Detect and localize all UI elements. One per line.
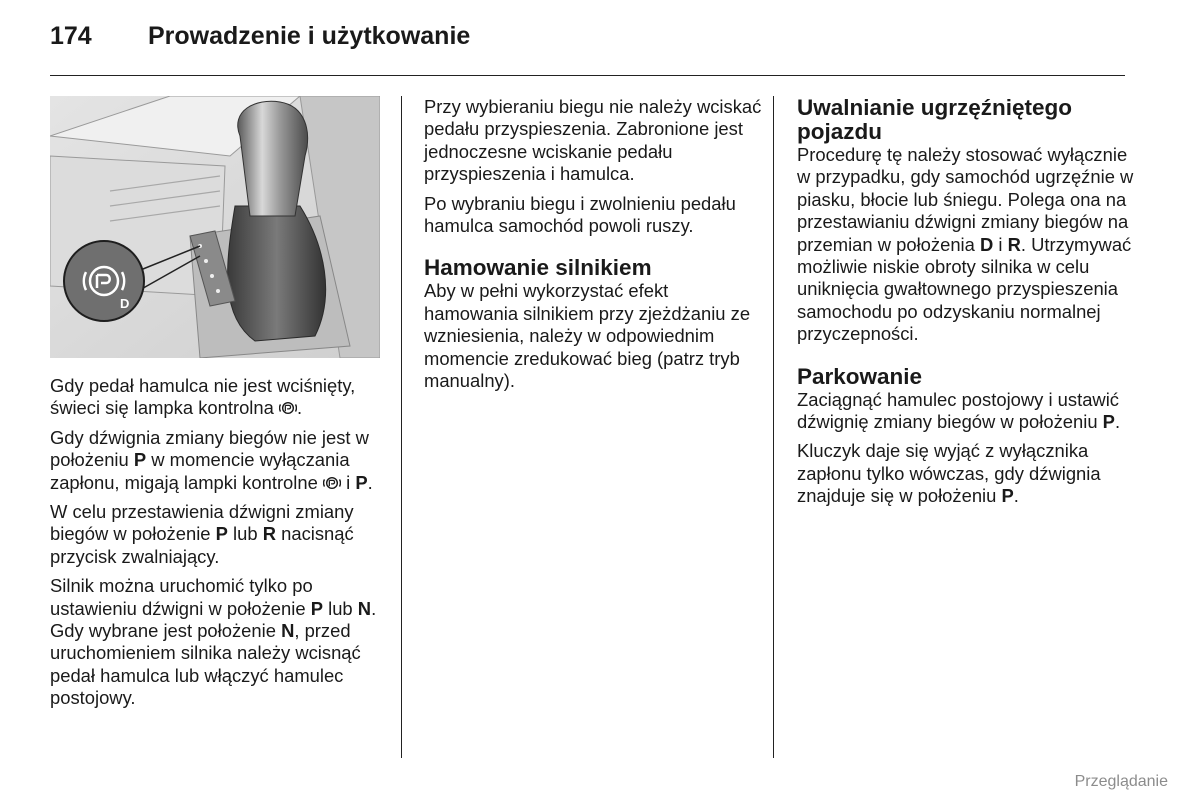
- paragraph: Silnik można uruchomić tylko po ustawieniu dźwigni w położenie P lub N. Gdy wybrane jest położenie N, przed uruchomieniem silnika należy wcisnąć pedał hamulca lub włączyć hamulec postojowy.: [50, 575, 377, 709]
- paragraph: Zaciągnąć hamulec postojowy i ustawić dźwignię zmiany biegów w położeniu P.: [797, 388, 1121, 433]
- brake-warning-icon: [279, 400, 297, 416]
- page-number: 174: [50, 22, 92, 50]
- paragraph: Gdy pedał hamulca nie jest wciśnięty, świeci się lampka kontrolna .: [50, 375, 356, 419]
- gear-label: D: [120, 296, 130, 311]
- paragraph: Gdy dźwignia zmiany biegów nie jest w położeniu P w momencie wyłączania zapłonu, migają lampki kontrolne i P.: [50, 426, 373, 493]
- section-heading: Hamowanie silnikiem: [424, 255, 652, 281]
- gear-selector-drawing: [50, 96, 380, 358]
- brake-warning-icon: [323, 475, 341, 491]
- column-divider: [401, 96, 402, 758]
- paragraph: Kluczyk daje się wyjąć z wyłącznika zapłonu tylko wówczas, gdy dźwignia znajduje się w położeniu P.: [797, 440, 1101, 507]
- section-heading: Parkowanie: [797, 363, 923, 389]
- header-rule: [50, 75, 1125, 76]
- column-divider: [773, 96, 774, 758]
- paragraph: Procedurę tę należy stosować wyłącznie w przypadku, gdy samochód ugrzęźnie w piasku, błocie lub śniegu. Polega ona na przestawianiu dźwigni zmiany biegów na przemian w położenia D i R. Utrzymywać możliwie niskie obroty silnika w celu uniknięcia gwałtownego przyspieszenia samochodu po odzyskaniu normalnej przyczepności.: [797, 144, 1134, 345]
- page-title: Prowadzenie i użytkowanie: [148, 22, 471, 50]
- footer-label: Przeglądanie: [1074, 773, 1168, 790]
- paragraph: W celu przestawienia dźwigni zmiany biegów w położenie P lub R nacisnąć przycisk zwalniający.: [50, 501, 354, 567]
- column-2: [424, 96, 764, 399]
- column-3: [797, 96, 1137, 515]
- paragraph: Przy wybieraniu biegu nie należy wciskać pedału przyspieszenia. Zabronione jest jednoczesne wciskanie pedału przyspieszenia i hamulca.: [424, 96, 762, 185]
- gear-selector-illustration: [50, 96, 380, 358]
- paragraph: Po wybraniu biegu i zwolnieniu pedału hamulca samochód powoli ruszy.: [424, 192, 736, 237]
- column-1: [50, 96, 385, 717]
- section-heading: Uwalnianie ugrzęźniętego pojazdu: [797, 95, 1073, 144]
- paragraph: Aby w pełni wykorzystać efekt hamowania silnikiem przy zjeżdżaniu ze wzniesienia, należy w odpowiednim momencie zredukować bieg (patrz tryb manualny).: [424, 280, 751, 392]
